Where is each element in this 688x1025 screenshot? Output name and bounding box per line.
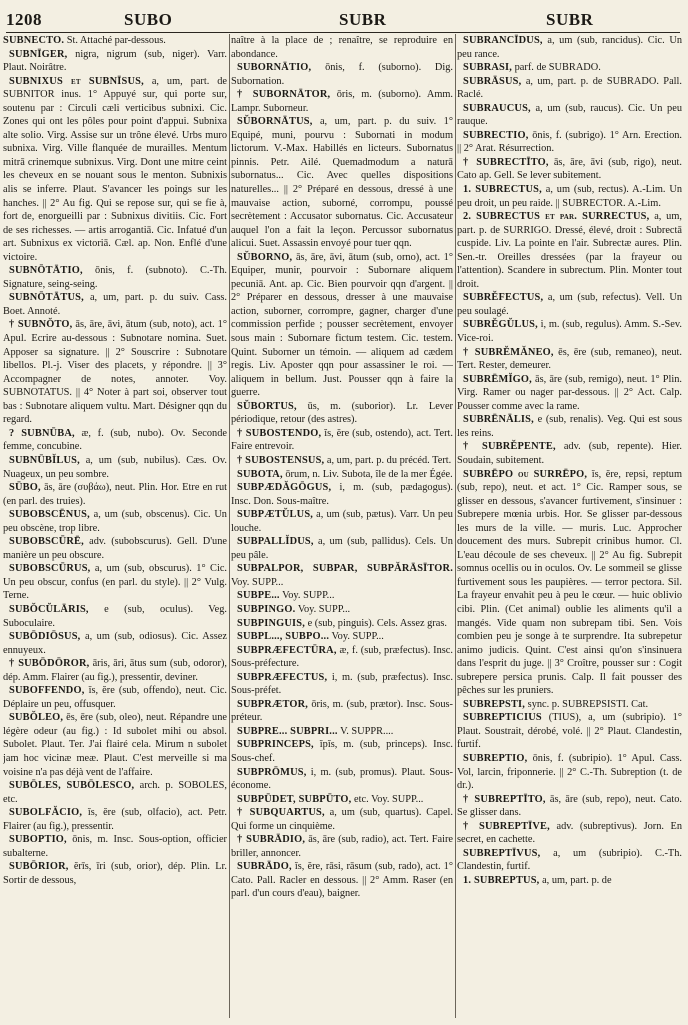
- entry-definition: ās, āre (sub, remigo), neut. 1° Plin. Virg. Ramer ou nager par-dessous. || 2° Act. Calp. Pousser comme avec la rame.: [457, 373, 682, 412]
- entry-headword: SUBPŪDET, SUBPŪTO,: [237, 793, 352, 805]
- entry-headword: † SUBŌDŌROR,: [9, 658, 90, 670]
- entry-definition: ās, āre, āvi, ātum (sub, orno), act. 1° Equiper, munir, pourvoir : Subornare aliquem pecuniā. Ant. ap. Cic. Bien pourvoir qqn d'argent. || 2° Préparer en dessous, dresser à une mauvaise action, suborner, corrompre, gagner, charger d'une commission perfide ; pousser secrètement, envoyer sous main : Subornare fictum testem. Cic. testem. Quint. Suborner un témoin. — aliquem ad cædem regis. Liv. Aposter qqn pour assassiner le roi. — aliquem in bellum. Just. Pousser qqn à faire la guerre.: [231, 251, 453, 399]
- entry-headword: SUBNŌTĀTUS,: [9, 292, 84, 304]
- dictionary-entry: [457, 698, 682, 712]
- dictionary-entry: [231, 400, 453, 427]
- dictionary-entry: [3, 508, 227, 535]
- entry-definition: a, um (subripio). C.-Th. Clandestin, furtif.: [457, 847, 682, 873]
- dictionary-entry: [3, 427, 227, 454]
- dictionary-entry: [3, 657, 227, 684]
- entry-headword: SUBREPSTI,: [463, 698, 526, 710]
- entry-definition: ĭs, ĕre (sub, ostendo), act. Tert. Faire entrevoir.: [231, 427, 453, 453]
- entry-definition: Voy. SUPP...: [297, 603, 351, 615]
- dictionary-entry: [3, 48, 227, 75]
- entry-headword: SUBPRŌMUS,: [237, 766, 307, 778]
- entry-headword: SUBPRINCEPS,: [237, 739, 314, 751]
- dictionary-entry: [231, 115, 453, 250]
- dictionary-entry: [231, 427, 453, 454]
- entry-definition: ōnis, f. (subrigo). 1° Arn. Erection. || 2° Arat. Résurrection.: [457, 129, 682, 155]
- entry-headword: SUBPINGO.: [237, 603, 296, 615]
- entry-headword: SUBREPTICIUS: [463, 712, 542, 724]
- entry-definition: Voy. SUPP...: [331, 631, 384, 643]
- dictionary-entry: [231, 738, 453, 765]
- entry-definition: ōris, m. (sub, prætor). Insc. Sous-préteur.: [231, 698, 453, 724]
- entry-definition: ōnis, m. Insc. Sous-option, officier subalterne.: [3, 834, 227, 859]
- entry-headword: SUBPALLĬDUS,: [237, 536, 314, 548]
- dictionary-entry: [3, 630, 227, 657]
- entry-headword: 1. SUBRECTUS,: [463, 184, 542, 196]
- entry-definition: ĭs, ĕre, rāsi, rāsum (sub, rado), act. 1° Cato. Pall. Racler en dessous. || 2° Amm. Raser (en parl. d'un cours d'eau), baigner.: [231, 861, 453, 900]
- entry-headword: SUBPL..., SUBPO...: [237, 631, 330, 643]
- dictionary-entry: [3, 481, 227, 508]
- dictionary-entry: [231, 589, 453, 603]
- entry-definition: ĭs, ĕre, repsi, reptum (sub, repo), neut. et act. 1° Cic. Ramper sous, se glisser en dessous, s'avancer furtivement, s'insinuer : Subrepere mœnia urbis. Hor. Se glisser par-dessous les murs de la ville. — muris. Luc. Approcher doucement des murs. Subrepit crinibus humor. Cl. L'eau découle de ses cheveux. || 2° Au fig. Subrepit somnus ocellis ou in oculos. Ov. Le sommeil se glisse furtivement sous les paupières. — terror pectora. Sil. La frayeur envahit peu à peu le cœur. — huic oblivio cibi. Plin. (Cet animal) oublie les aliments qu'il a mangés. Vide quam non subrepam tibi. Sen. Vois combien peu je songe à te surprendre. Ita subrepetur animo judicis. Quint. C'est ainsi qu'on s'insinuera dans l'esprit du juge. || 3° Croître, pousser sur : Cogit subrepere persica prunis. Calp. Il fait pousser des pêches sur les pruniers.: [457, 468, 682, 697]
- entry-definition: e (sub, renalis). Veg. Qui est sous les reins.: [457, 414, 682, 439]
- dictionary-entry: [3, 860, 227, 887]
- entry-headword: † SUBRĔMĂNEO,: [463, 346, 554, 358]
- entry-headword: SUBRĒMĬGO,: [463, 373, 532, 385]
- dictionary-entry: [3, 264, 227, 291]
- entry-headword: 2. SUBRECTUS et par. SURRECTUS,: [463, 211, 650, 223]
- column-1: [3, 34, 227, 1018]
- dictionary-entry: [231, 630, 453, 644]
- entry-headword: SUBŌRIOR,: [9, 861, 69, 873]
- entry-definition: a, um (sub, refectus). Vell. Un peu soulagé.: [457, 292, 682, 317]
- dictionary-entry: [457, 129, 682, 156]
- entry-headword: † SUBORNĀTOR,: [237, 89, 331, 101]
- dictionary-entry: [231, 562, 453, 589]
- entry-headword: SUBOLFĂCIO,: [9, 807, 83, 819]
- entry-headword: SUBOBSCŪRĒ,: [9, 536, 84, 548]
- entry-definition: ās, āre (συβάω), neut. Plin. Hor. Etre en rut (en parl. des truies).: [3, 482, 227, 507]
- entry-definition: ēs, ēre (sub, oleo), neut. Répandre une légère odeur (au fig.) : Id subolet mihi ou absol. Subolet. Plaut. Ter. J'ai flairé cela. Mirum n subolet jam hoc vicinæ meæ. Plaut. C'est merveille si ma voisine n'a pas déjà vent de l'affaire.: [3, 712, 227, 778]
- entry-headword: SUBRĒNĀLIS,: [463, 414, 534, 426]
- entry-definition: St. Attaché par-dessous.: [66, 35, 166, 46]
- dictionary-entry: [231, 617, 453, 631]
- entry-definition: a, um, part. de SUBNITOR inus. 1° Appuyé sur, qui porte sur, soutenu par : Circuli cæli verticibus subnixi. Cic. Zones qui ont les pôles pour point d'appui. Subnixa alte solio. Virg. Assise sur un trône élevé. Urbs muro subnixa. Virg. Ville flanquée de murailles. Mentum mitrā crinemque subnixus. Virg. Dont une mitre ceint les cheveux en se nouant sous le menton. Subnixis alis se inferre. Plaut. S'avancer les poings sur les hanches. || 2° Au fig. Qui se repose sur, qui se fie à, fort de, enorgueilli par : Subnixus divitiis. Cic. Fort de ses richesses. — artis arrogantiā. Cic. Infatué d'un art. Subnixus ex victoriā. Cæl. ap. Non. Enflé d'une victoire.: [3, 75, 227, 263]
- dictionary-entry: [3, 318, 227, 426]
- dictionary-entry: [231, 725, 453, 739]
- dictionary-entry: [231, 88, 453, 115]
- dictionary-entry: [3, 562, 227, 603]
- entry-headword: SUBRAUCUS,: [463, 102, 531, 114]
- entry-headword: SUBPRÆFECTUS,: [237, 671, 328, 683]
- page-number: 1208: [6, 10, 42, 29]
- dictionary-entry: [231, 508, 453, 535]
- dictionary-entry: [231, 251, 453, 400]
- entry-headword: SUBRĀDO,: [237, 861, 292, 873]
- entry-definition: (TIUS), a, um (subripio). 1° Plaut. Soustrait, dérobé, volé. || 2° Plaut. Clandestin, furtif.: [457, 712, 682, 751]
- entry-definition: a, um, part. p. du suiv. 1° Equipé, muni, pourvu : Subornati in modum lictorum. V.-Max. Habillés en licteurs. Subornatus pinnis. Petr. Ailé. Quemadmodum a naturā subornatus... Cic. Avec quelles dispositions naturelles... || 2° Préparé en dessous, dressé à une mauvaise action, suborné, corrompu, poussé secrètement : Accusator subornatus. Cic. Accusateur auquel l'on a fait la leçon. Percussor subornatus alicui. Suet. Assassin envoyé pour tuer qqn.: [231, 116, 453, 250]
- dictionary-entry: [3, 603, 227, 630]
- entry-definition: ĭs, ĕre (sub, offendo), neut. Cic. Déplaire un peu, offusquer.: [3, 685, 227, 710]
- dictionary-entry: [457, 468, 682, 698]
- entry-headword: SUBNECTO.: [3, 35, 65, 46]
- dictionary-entry: [457, 34, 682, 61]
- entry-definition: adv. (sub, repente). Hier. Soudain, subitement.: [457, 441, 682, 466]
- right-running-head: SUBR: [546, 10, 594, 29]
- column-3: [457, 34, 682, 1018]
- dictionary-entry: [457, 318, 682, 345]
- dictionary-entry: [231, 833, 453, 860]
- entry-headword: SUBOFFENDO,: [9, 685, 85, 697]
- entry-headword: SUBOPTIO,: [9, 834, 67, 846]
- dictionary-entry: [231, 806, 453, 833]
- dictionary-entry: [231, 860, 453, 901]
- entry-headword: SUBRĀSUS,: [463, 75, 522, 87]
- entry-headword: SUBPÆDĂGŌGUS,: [237, 482, 332, 494]
- entry-headword: SUBŎCŬLĀRIS,: [9, 603, 89, 615]
- entry-definition: ōnis, f. (subripio). 1° Apul. Cass. Vol, larcin, friponnerie. || 2° C.-Th. Subreption (t. de dr.).: [457, 752, 682, 792]
- entry-definition: a, um (sub, pætus). Varr. Un peu louche.: [231, 509, 453, 534]
- entry-definition: i, m. (sub, promus). Plaut. Sous-économe.: [231, 766, 453, 792]
- dictionary-entry: [457, 156, 682, 183]
- entry-headword: SUBNŌTĀTIO,: [9, 265, 83, 277]
- dictionary-entry: [3, 75, 227, 265]
- column-2: [231, 34, 453, 1018]
- dictionary-entry: [457, 210, 682, 291]
- entry-headword: † SUBREPTĪTO,: [463, 793, 546, 805]
- dictionary-entry: [457, 874, 682, 888]
- dictionary-entry: [231, 671, 453, 698]
- entry-definition: a, um (sub, rectus). A.-Lim. Un peu droit, un peu raide. || SUBRECTOR. A.-Lim.: [457, 184, 682, 209]
- entry-definition: adv. (subobscurus). Gell. D'une manière un peu obscure.: [3, 536, 227, 561]
- dictionary-entry: [231, 61, 453, 88]
- entry-headword: SUBORNĀTIO,: [237, 62, 312, 74]
- entry-definition: ōnis, f. (suborno). Dig. Subornation.: [231, 62, 453, 87]
- entry-headword: SUBNIXUS et SUBNĪSUS,: [9, 75, 144, 87]
- entry-definition: nigra, nigrum (sub, niger). Varr. Plaut. Noirâtre.: [3, 48, 227, 74]
- dictionary-entry: [231, 793, 453, 807]
- entry-definition: Voy. SUPP...: [282, 590, 335, 602]
- entry-definition: ĕrīs, īri (sub, orior), dép. Plin. Lr. Sortir de dessous,: [3, 861, 227, 886]
- entry-definition: æ, f. (sub, nubo). Ov. Seconde femme, concubine.: [3, 427, 227, 453]
- dictionary-entry: [457, 413, 682, 440]
- entry-headword: SUBPRÆTOR,: [237, 698, 309, 710]
- entry-headword: SUBOTA,: [237, 468, 283, 480]
- entry-definition: a, um, part. p. du suiv. Cass. Boet. Annoté.: [3, 292, 227, 317]
- dictionary-entry: [457, 793, 682, 820]
- entry-headword: SUBPRÆFECTŪRA,: [237, 644, 337, 656]
- column-divider: [455, 34, 456, 1018]
- entry-headword: SUBREPTIO,: [463, 752, 528, 764]
- entry-definition: e (sub, pinguis). Cels. Assez gras.: [307, 617, 447, 629]
- entry-definition: ōnis, f. (subnoto). C.-Th. Signature, seing-seing.: [3, 265, 227, 290]
- entry-definition: a, um, part. p. de: [542, 874, 612, 886]
- entry-headword: SUBRĒPO ou SURRĒPO,: [463, 468, 588, 480]
- entry-headword: † SUBNŎTO,: [9, 319, 73, 331]
- entry-definition: a, um (sub, quartus). Capel. Qui forme un cinquième.: [231, 807, 453, 832]
- entry-headword: 1. SUBREPTUS,: [463, 874, 540, 886]
- entry-headword: † SUBRECTĪTO,: [463, 156, 549, 168]
- entry-headword: SUBRANCĪDUS,: [463, 35, 543, 46]
- dictionary-entry: [231, 454, 453, 468]
- dictionary-entry: [3, 34, 227, 48]
- dictionary-entry: [3, 833, 227, 860]
- dictionary-entry: [231, 468, 453, 482]
- dictionary-entry: [457, 61, 682, 75]
- dictionary-entry: [231, 34, 453, 61]
- dictionary-entry: [457, 183, 682, 210]
- entry-headword: SŬBORTUS,: [237, 400, 297, 412]
- entry-definition: i, m. (sub, regulus). Amm. S.-Sev. Vice-roi.: [457, 319, 682, 345]
- entry-definition: ūs, m. (suborior). Lr. Lever périodique, retour (des astres).: [231, 400, 453, 426]
- entry-definition: etc. Voy. SUPP...: [354, 793, 424, 805]
- dictionary-entry: [3, 806, 227, 833]
- entry-headword: † SUBOSTENDO,: [237, 427, 322, 439]
- entry-definition: ās, āre, āvi (sub, rigo), neut. Cato ap. Gell. Se lever subitement.: [457, 156, 682, 182]
- column-divider: [229, 34, 230, 1018]
- entry-definition: ōris, m. (suborno). Amm. Lampr. Suborneur.: [231, 89, 453, 114]
- entry-definition: a, um (sub, nubilus). Cæs. Ov. Nuageux, un peu sombre.: [3, 454, 227, 480]
- entry-headword: † SUBREPTĪVE,: [463, 820, 550, 832]
- page-header: [6, 6, 680, 33]
- entry-definition: æ, f. (sub, præfectus). Insc. Sous-préfecture.: [231, 644, 453, 670]
- left-running-head: SUBO: [124, 10, 173, 29]
- entry-headword: SUBŎLEO,: [9, 712, 64, 724]
- entry-definition: a, um (sub, raucus). Cic. Un peu rauque.: [457, 102, 682, 128]
- entry-definition: parf. de SUBRADO.: [514, 62, 601, 74]
- dictionary-entry: [457, 752, 682, 793]
- entry-definition: adv. (subreptivus). Jorn. En secret, en cachette.: [457, 820, 682, 846]
- entry-headword: SUBPALPOR, SUBPAR, SUBPĂRĀSĪTOR.: [237, 563, 453, 575]
- entry-headword: SUBNŪBĬLUS,: [9, 454, 80, 466]
- dictionary-entry: [457, 75, 682, 102]
- entry-headword: † SUBRĀDIO,: [237, 834, 306, 846]
- entry-definition: a, um (sub, obscurus). 1° Cic. Un peu obscur, confus (en parl. du style). || 2° Vulg. Terne.: [3, 563, 227, 602]
- dictionary-entry: [231, 698, 453, 725]
- entry-headword: † SUBRĔPENTE,: [463, 441, 556, 453]
- entry-definition: a, um (sub, rancidus). Cic. Un peu rance.: [457, 35, 682, 60]
- entry-headword: † SUBQUARTUS,: [237, 807, 325, 819]
- entry-definition: a, um (sub, odiosus). Cic. Assez ennuyeux.: [3, 631, 227, 656]
- entry-headword: SUBRĔGŬLUS,: [463, 319, 538, 331]
- entry-definition: a, um (sub, pallidus). Cels. Un peu pâle.: [231, 536, 453, 561]
- entry-definition: ās, āre, āvi, ātum (sub, noto), act. 1° Apul. Ecrire au-dessous : Subnotare nomina. Suet. Apposer sa signature. || 2° Souscrire : Subnotare libellos. Pl.-j. Viser des placets, y répondre. || 3° Accompagner de notes, annoter. Voy. SUBNOTATUS. || 4° Noter à part soi, observer tout bas : Subnotare aliquem vultu. Mart. Désigner qqn du regard.: [3, 319, 227, 426]
- entry-definition: arch. p. SOBOLES, etc.: [3, 780, 227, 805]
- entry-headword: SŬBORNĀTUS,: [237, 116, 313, 128]
- entry-headword: ? SUBNŪBA,: [9, 427, 75, 439]
- entry-definition: āris, āri, ātus sum (sub, odoror), dép. Amm. Flairer (au fig.), pressentir, deviner.: [3, 658, 227, 683]
- dictionary-entry: [231, 603, 453, 617]
- entry-headword: † SUBOSTENSUS,: [237, 454, 325, 466]
- entry-headword: SUBOBSCŪRUS,: [9, 563, 91, 575]
- entry-headword: SŬBORNO,: [237, 251, 293, 263]
- dictionary-entry: [231, 644, 453, 671]
- center-running-head: SUBR: [339, 10, 387, 29]
- entry-headword: SUBPÆTŬLUS,: [237, 509, 314, 521]
- dictionary-entry: [3, 535, 227, 562]
- entry-definition: sync. p. SUBREPSISTI. Cat.: [527, 698, 649, 710]
- entry-headword: SUBŌDIŌSUS,: [9, 631, 81, 643]
- entry-definition: naître à la place de ; renaître, se reproduire en abondance.: [231, 35, 453, 60]
- dictionary-entry: [3, 291, 227, 318]
- entry-definition: a, um, part. p. du précéd. Tert.: [326, 454, 452, 466]
- entry-headword: SUBNĪGER,: [9, 48, 68, 60]
- entry-definition: a, um (sub, obscenus). Cic. Un peu obscène, trop libre.: [3, 509, 227, 534]
- entry-headword: SŪBO,: [9, 482, 41, 494]
- entry-definition: ĭs, ĕre (sub, olfacio), act. Petr. Flairer (au fig.), pressentir.: [3, 807, 227, 832]
- entry-headword: SUBPE...: [237, 590, 280, 602]
- dictionary-entry: [457, 847, 682, 874]
- dictionary-entry: [3, 711, 227, 779]
- entry-definition: V. SUPPR....: [340, 725, 394, 737]
- entry-definition: Voy. SUPP...: [231, 576, 284, 588]
- dictionary-entry: [3, 454, 227, 481]
- dictionary-entry: [457, 820, 682, 847]
- entry-definition: a, um, part. p. de SURRIGO. Dressé, élevé, droit : Subrectā cuspide. Liv. La pointe en l'air. Subrectæ aures. Plin. Sen.-tr. Oreilles dressées (par la frayeur ou l'attention). Scandere in subrectum. Plin. Monter tout droit.: [457, 211, 682, 290]
- dictionary-entry: [457, 711, 682, 752]
- entry-headword: SUBREPTĪVUS,: [463, 847, 541, 859]
- entry-headword: SUBRECTIO,: [463, 129, 529, 141]
- entry-headword: SUBPRE... SUBPRI...: [237, 725, 338, 737]
- dictionary-entry: [231, 766, 453, 793]
- dictionary-entry: [3, 779, 227, 806]
- dictionary-entry: [457, 373, 682, 414]
- entry-definition: e (sub, oculus). Veg. Suboculaire.: [3, 603, 227, 629]
- dictionary-entry: [457, 346, 682, 373]
- dictionary-entry: [3, 684, 227, 711]
- entry-headword: SUBRĔFECTUS,: [463, 292, 544, 304]
- entry-definition: i, m. (sub, præfectus). Insc. Sous-préfet.: [231, 671, 453, 697]
- entry-definition: ās, āre (sub, repo), neut. Cato. Se glisser dans.: [457, 793, 682, 819]
- entry-definition: a, um, part. p. de SUBRADO. Pall. Raclé.: [457, 75, 682, 101]
- dictionary-entry: [457, 102, 682, 129]
- entry-headword: SUBŌLES, SUBŌLESCO,: [9, 780, 135, 792]
- dictionary-entry: [231, 535, 453, 562]
- entry-definition: ĭpĭs, m. (sub, princeps). Insc. Sous-chef.: [231, 739, 453, 764]
- dictionary-entry: [457, 291, 682, 318]
- entry-definition: ās, āre (sub, radio), act. Tert. Faire briller, annoncer.: [231, 834, 453, 859]
- entry-definition: i, m. (sub, pædagogus). Insc. Don. Sous-maître.: [231, 482, 453, 507]
- entry-definition: ēs, ēre (sub, remaneo), neut. Tert. Rester, demeurer.: [457, 346, 682, 372]
- entry-headword: SUBRASI,: [463, 62, 513, 74]
- entry-headword: SUBOBSCĒNUS,: [9, 509, 90, 521]
- dictionary-entry: [457, 440, 682, 467]
- entry-definition: ōrum, n. Liv. Subota, île de la mer Égée.: [285, 468, 453, 480]
- entry-headword: SUBPINGUIS,: [237, 617, 306, 629]
- dictionary-entry: [231, 481, 453, 508]
